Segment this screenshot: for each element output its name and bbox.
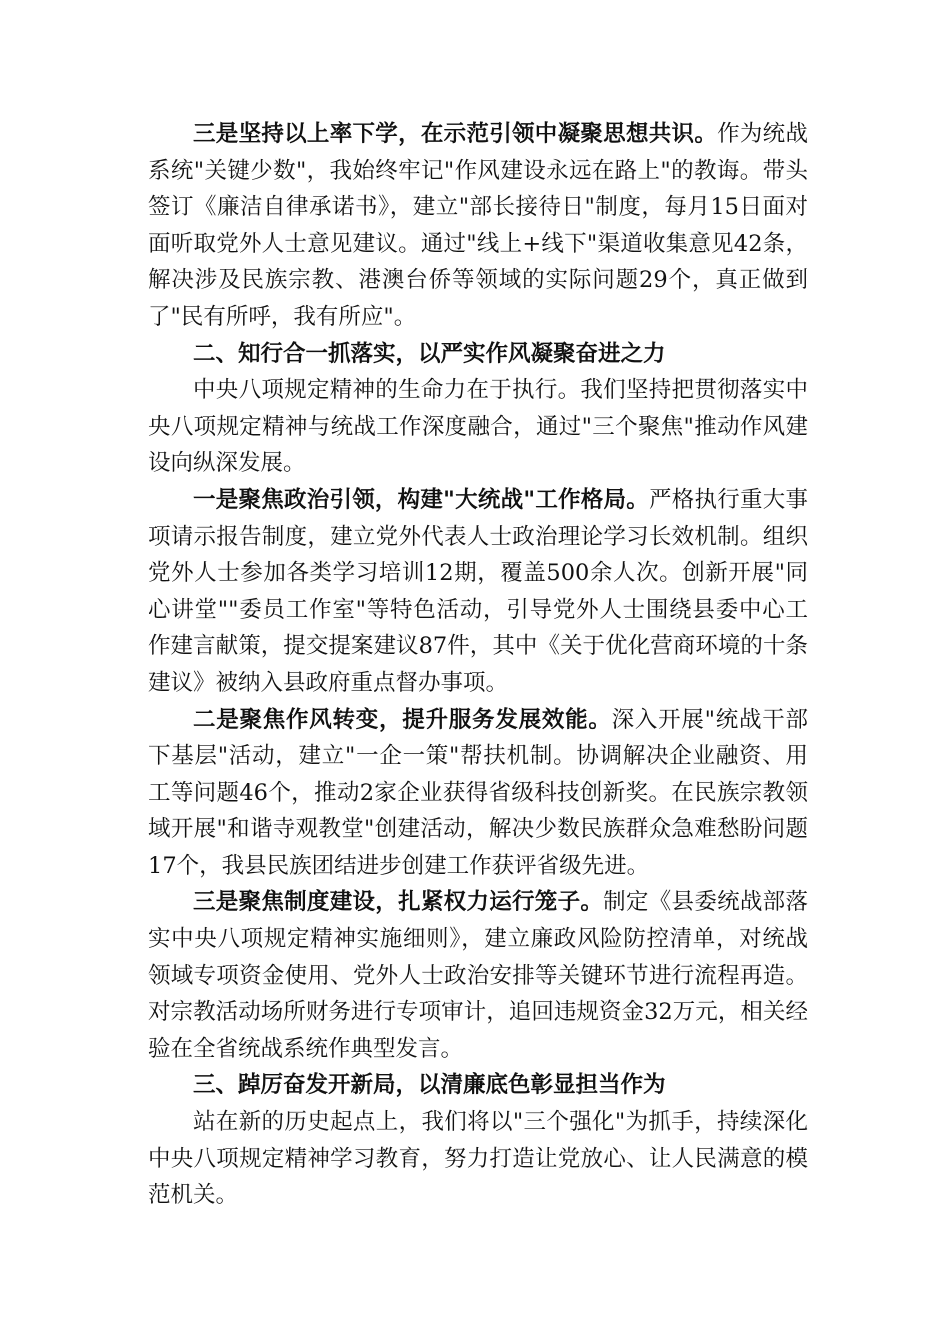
paragraph-style-transformation — [148, 702, 808, 885]
paragraph-lead: 三是聚焦制度建设，扎紧权力运行笼子。 — [193, 889, 604, 916]
paragraph-lead: 三是坚持以上率下学，在示范引领中凝聚思想共识。 — [193, 121, 718, 147]
document-page — [148, 116, 808, 1214]
paragraph-body: 严格执行重大事项请示报告制度，建立党外代表人士政治理论学习长效机制。组织党外人士参加各类学习培训12期，覆盖500余人次。创新开展"同心讲堂""委员工作室"等特色活动，引导党外人士围绕县委中心工作建言献策，提交提案建议87件，其中《关于优化营商环境的十条建议》被纳入县政府重点督办事项。 — [148, 486, 808, 696]
paragraph-lead: 一是聚焦政治引领，构建"大统战"工作格局。 — [193, 486, 650, 513]
paragraph-political-guidance — [148, 482, 808, 702]
paragraph-body: 深入开展"统战干部下基层"活动，建立"一企一策"帮扶机制。协调解决企业融资、用工等问题46个，推动2家企业获得省级科技创新奖。在民族宗教领域开展"和谐寺观教堂"创建活动，解决少数民族群众急难愁盼问题17个，我县民族团结进步创建工作获评省级先进。 — [148, 706, 808, 879]
paragraph-leadership-example — [148, 116, 808, 336]
paragraph-body: 作为统战系统"关键少数"，我始终牢记"作风建设永远在路上"的教诲。带头签订《廉洁自律承诺书》，建立"部长接待日"制度，每月15日面对面听取党外人士意见建议。通过"线上+线下"渠道收集意见42条，解决涉及民族宗教、港澳台侨等领域的实际问题29个，真正做到了"民有所呼，我有所应"。 — [148, 121, 808, 330]
paragraph-section-two-intro: 中央八项规定精神的生命力在于执行。我们坚持把贯彻落实中央八项规定精神与统战工作深度融合，通过"三个聚焦"推动作风建设向纵深发展。 — [148, 377, 808, 477]
section-heading-two: 二、知行合一抓落实，以严实作风凝聚奋进之力 — [193, 340, 666, 367]
section-heading-three: 三、踔厉奋发开新局，以清廉底色彰显担当作为 — [193, 1072, 666, 1099]
paragraph-lead: 二是聚焦作风转变，提升服务发展效能。 — [193, 706, 612, 733]
paragraph-institution-building — [148, 884, 808, 1067]
paragraph-section-three-intro: 站在新的历史起点上，我们将以"三个强化"为抓手，持续深化中央八项规定精神学习教育，努力打造让党放心、让人民满意的模范机关。 — [148, 1109, 808, 1209]
paragraph-body: 制定《县委统战部落实中央八项规定精神实施细则》，建立廉政风险防控清单，对统战领域专项资金使用、党外人士政治安排等关键环节进行流程再造。对宗教活动场所财务进行专项审计，追回违规资金32万元，相关经验在全省统战系统作典型发言。 — [148, 889, 808, 1062]
